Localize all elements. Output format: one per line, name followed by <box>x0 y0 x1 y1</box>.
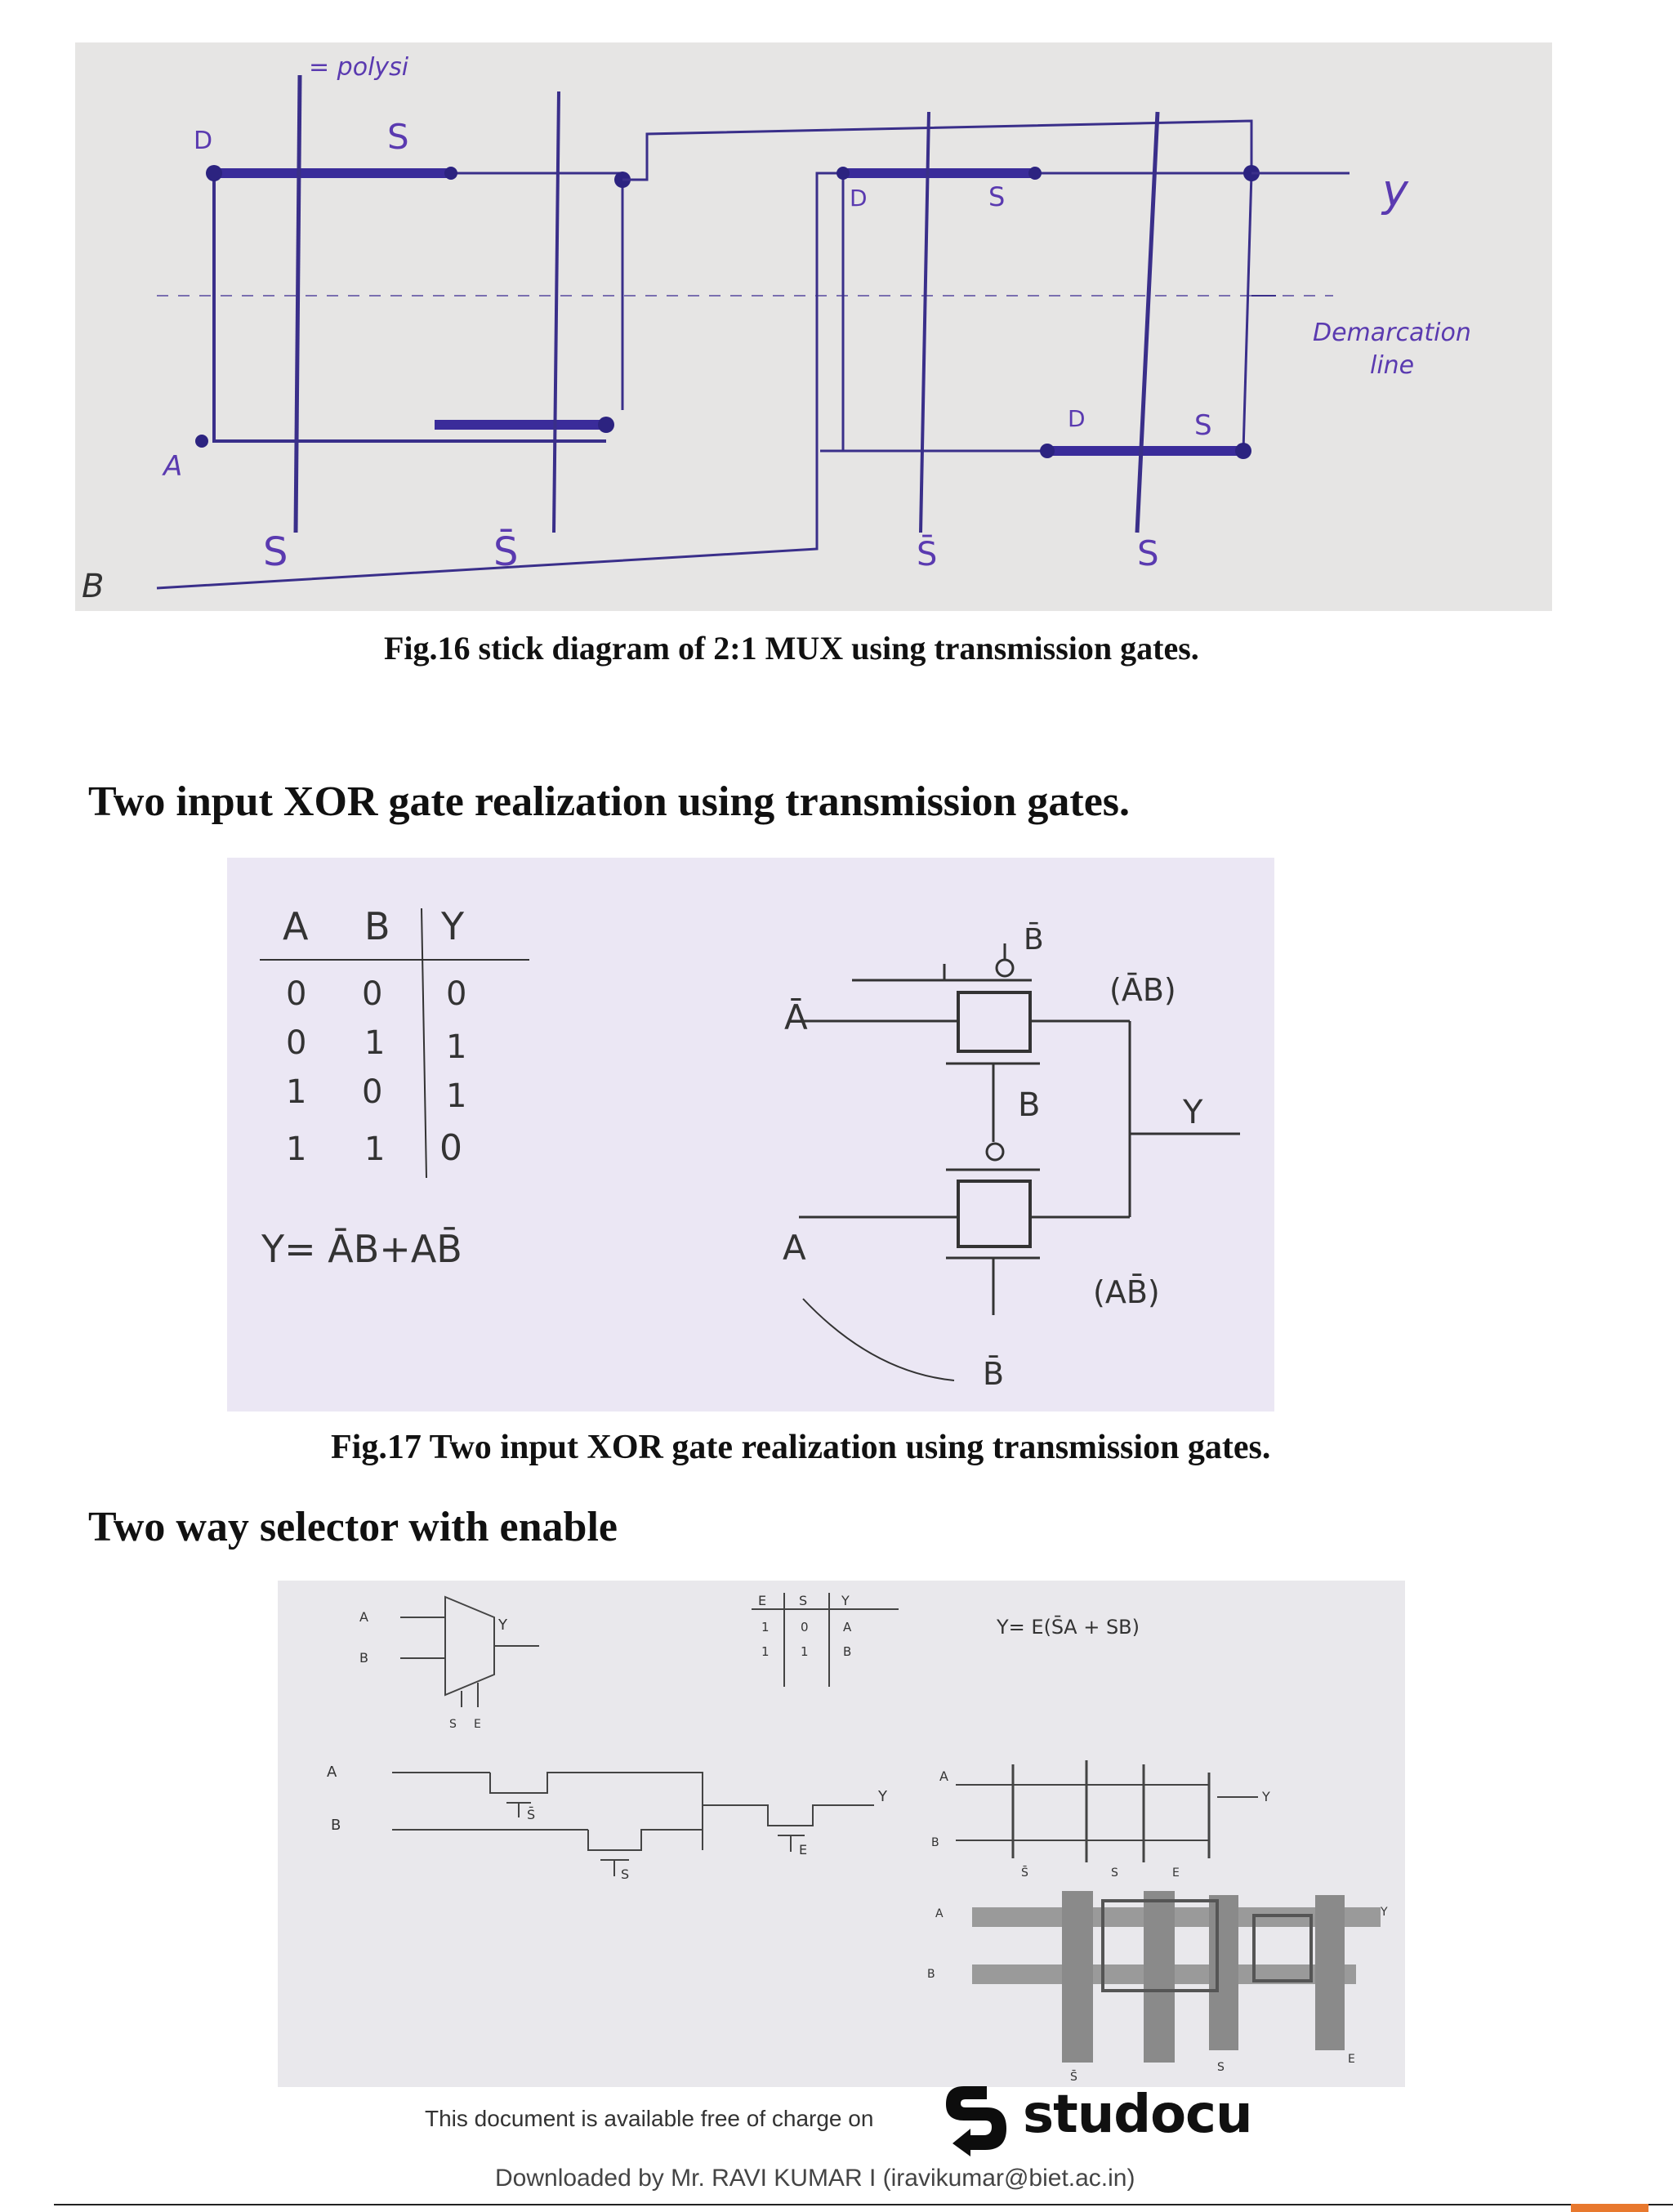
studocu-brand-link[interactable]: studocu <box>1023 2085 1252 2145</box>
layout-gate-s-bar: S̄ <box>1070 2071 1077 2084</box>
sel-header-s: S <box>799 1593 808 1608</box>
xor-row-3-a: 1 <box>286 1073 307 1111</box>
sel-row-2-s: 1 <box>801 1644 809 1659</box>
mux-input-a: A <box>359 1609 368 1625</box>
sel-row-2-e: 1 <box>761 1644 770 1659</box>
xor-row-1-y: 0 <box>446 975 467 1013</box>
drain-label-2: D <box>850 185 868 212</box>
xor-section-heading: Two input XOR gate realization using transmission gates. <box>88 778 1131 825</box>
stick-output-y: Y <box>1262 1789 1270 1804</box>
stick-input-a: A <box>939 1768 948 1784</box>
xor-row-2-b: 1 <box>364 1024 386 1062</box>
xor-row-3-b: 0 <box>362 1073 383 1111</box>
stick-input-b: B <box>931 1836 939 1849</box>
output-y-label: y <box>1382 165 1408 216</box>
xor-output-y: Y <box>1183 1094 1203 1131</box>
figure-17-drawing <box>227 858 1274 1411</box>
stick-gate-s-bar: S̄ <box>1021 1866 1028 1880</box>
drain-label-1: D <box>194 127 213 155</box>
footer-available-text: This document is available free of charge on <box>425 2106 874 2131</box>
layout-input-b: B <box>927 1968 935 1981</box>
stick-gate-s: S <box>1111 1866 1118 1880</box>
tg-output-y: Y <box>878 1788 887 1805</box>
figure-16-caption: Fig.16 stick diagram of 2:1 MUX using transmission gates. <box>384 630 1199 667</box>
selector-equation: Y= E(S̄A + SB) <box>997 1616 1140 1639</box>
footer-downloaded-by: Downloaded by Mr. RAVI KUMAR I (iravikumar@biet.ac.in) <box>495 2165 1135 2192</box>
xor-gate-b-bar-bottom: B̄ <box>983 1356 1005 1392</box>
source-label-3: S <box>1194 409 1212 442</box>
xor-row-4-y: 0 <box>439 1127 462 1169</box>
xor-row-4-a: 1 <box>286 1131 307 1168</box>
polysi-label: = polysi <box>309 53 409 82</box>
xor-row-2-y: 1 <box>446 1028 467 1066</box>
xor-row-3-y: 1 <box>446 1077 467 1115</box>
footer-divider <box>54 2204 1673 2205</box>
figure-17-xor-diagram <box>227 858 1274 1411</box>
xor-gate-b: B <box>1018 1086 1041 1124</box>
layout-output-y: Y <box>1381 1906 1388 1919</box>
input-b-label: B <box>82 568 105 605</box>
xor-gate-b-bar-top: B̄ <box>1024 923 1044 957</box>
xor-row-1-a: 0 <box>286 975 307 1013</box>
mux-input-b: B <box>359 1650 368 1666</box>
tg-gate-s-bar: S̄ <box>527 1807 536 1822</box>
figure-16-stick-diagram <box>75 42 1552 611</box>
sel-header-y: Y <box>841 1593 850 1608</box>
tg-input-b: B <box>331 1817 341 1834</box>
xor-equation: Y= ĀB+AB̄ <box>261 1227 462 1271</box>
tg-gate-e: E <box>799 1842 808 1857</box>
source-label-2: S <box>988 181 1006 212</box>
page-corner-tab <box>1571 2204 1648 2212</box>
drain-label-3: D <box>1068 405 1086 432</box>
sel-header-e: E <box>758 1593 767 1608</box>
xor-header-a: A <box>283 904 309 948</box>
xor-row-1-b: 0 <box>362 975 383 1013</box>
xor-input-a: A <box>783 1228 806 1268</box>
xor-term-bottom: (AB̄) <box>1093 1274 1160 1310</box>
figure-18-drawing <box>278 1581 1405 2087</box>
mux-enable-e: E <box>474 1718 481 1731</box>
stick-gate-e: E <box>1172 1866 1180 1880</box>
sel-row-1-e: 1 <box>761 1620 770 1634</box>
xor-term-top: (ĀB) <box>1109 972 1176 1008</box>
xor-header-b: B <box>364 904 390 948</box>
studocu-logo-icon[interactable] <box>939 2081 1011 2158</box>
xor-input-a-bar: Ā <box>784 997 808 1037</box>
figure-17-caption: Fig.17 Two input XOR gate realization using transmission gates. <box>331 1429 1271 1466</box>
mux-select-s: S <box>449 1718 457 1731</box>
sel-row-2-y: B <box>843 1644 852 1659</box>
figure-18-selector-diagram <box>278 1581 1405 2087</box>
selector-section-heading: Two way selector with enable <box>88 1504 618 1550</box>
xor-header-y: Y <box>441 904 465 948</box>
layout-gate-s: S <box>1217 2061 1225 2074</box>
tg-input-a: A <box>327 1764 337 1781</box>
layout-input-a: A <box>935 1907 944 1920</box>
xor-row-2-a: 0 <box>286 1024 307 1062</box>
demarcation-label-1: Demarcation <box>1313 319 1471 347</box>
xor-row-4-b: 1 <box>364 1131 386 1168</box>
source-label-1: S <box>387 117 409 157</box>
select-s-label-2: S <box>1137 533 1159 573</box>
figure-16-drawing <box>75 42 1552 611</box>
sel-row-1-s: 0 <box>801 1620 809 1634</box>
tg-gate-s: S <box>621 1866 630 1882</box>
input-a-label: A <box>163 450 183 483</box>
mux-output-y: Y <box>498 1617 507 1634</box>
select-s-bar-label-1: S̄ <box>493 529 519 575</box>
select-s-label-1: S <box>263 529 288 575</box>
layout-gate-e: E <box>1348 2053 1355 2066</box>
select-s-bar-label-2: S̄ <box>917 536 938 573</box>
sel-row-1-y: A <box>843 1620 852 1634</box>
demarcation-label-2: line <box>1370 351 1415 380</box>
